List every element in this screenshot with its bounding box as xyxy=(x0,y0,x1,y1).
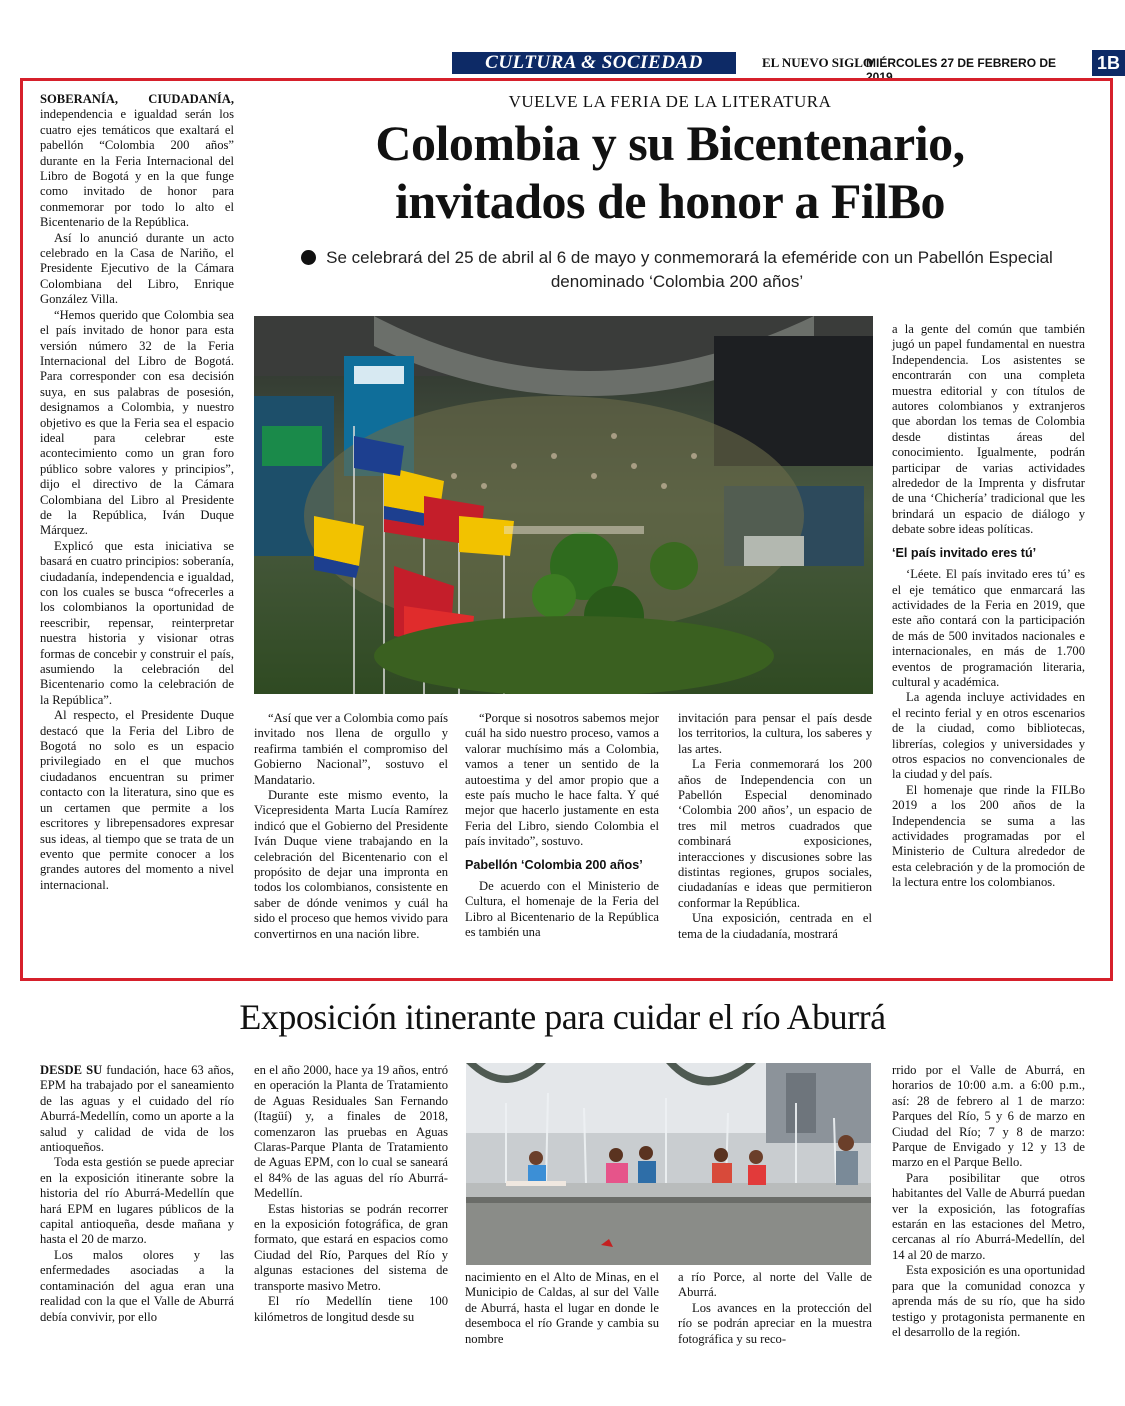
fountain-children-photo xyxy=(466,1063,871,1265)
lead-in: DESDE SU xyxy=(40,1063,103,1077)
headline-line: Colombia y su Bicentenario, xyxy=(375,115,965,171)
paragraph: De acuerdo con el Ministerio de Cultura, el homenaje de la Feria del Libro al Bicentenario de la República es también una xyxy=(465,879,659,940)
section-title: CULTURA & SOCIEDAD xyxy=(452,52,736,74)
paragraph: nacimiento en el Alto de Minas, en el Municipio de Caldas, al sur del Valle de Aburrá, hasta el lugar en donde le desemboca el río Grande y cambia su nombre xyxy=(465,1270,659,1346)
paragraph: Los malos olores y las enfermedades asociadas a la contaminación del agua eran una realidad con la que el Valle de Aburrá debía convivir, por ello xyxy=(40,1247,234,1324)
paragraph: Explicó que esta iniciativa se basará en cuatro principios: soberanía, ciudadanía, independencia e igualdad, con los cuales se busca “ofrecerles a los colombianos la oportunidad de reescribir, repensar, reinterpretar nuestra historia y visionar otras formas de concebir y construir el país, asumiendo la celebración del Bicentenario como la celebración de la República”. xyxy=(40,538,234,707)
paragraph: Durante este mismo evento, la Vicepresidenta Marta Lucía Ramírez indicó que el Gobierno del Presidente Iván Duque viene trabajando en la celebración del Bicentenario con el propósito de dejar una impronta en todos los colombianos, consistente en saber de dónde venimos y cuál ha sido el proceso que hemos vivido para convertirnos en una nación libre. xyxy=(254,788,448,941)
paragraph: Esta exposición es una oportunidad para que la comunidad conozca y aprenda más de su río, que ha sido testigo y protagonista permanente en el desarrollo de la región. xyxy=(892,1263,1085,1339)
paragraph: “Hemos querido que Colombia sea el país invitado de honor para esta versión número 32 de la Feria Internacional del Libro de Bogotá. Para corresponder con esa decisión suya, en sus palabras de posesión, designamos a Colombia, y nuestro objetivo es que la Feria sea el espacio ideal para celebrar este acontecimiento como un gran foro público sobre valores y principios”, dijo el directivo de la Cámara Colombiana del Libro al Presidente de la República, Iván Duque Márquez. xyxy=(40,307,234,538)
paragraph: Una exposición, centrada en el tema de la ciudadanía, mostrará xyxy=(678,911,872,941)
paragraph: La agenda incluye actividades en el recinto ferial y en otros escenarios de la ciudad, como bibliotecas, librerías, colegios y universidades y otros espacios no convencionales de la ciudad y del país. xyxy=(892,690,1085,782)
paragraph: Para posibilitar que otros habitantes del Valle de Aburrá puedan ver la exposición, las fotografías estarán en las estaciones del Metro, cercanas al río Aburrá-Medellín, del 14 al 20 de marzo. xyxy=(892,1170,1085,1262)
bullet-icon xyxy=(301,250,316,265)
paragraph: El homenaje que rinde la FILBo 2019 a los 200 años de la Independencia se suma a las actividades programadas por el Ministerio de Cultura alrededor de esta celebración y de la promoción de la lectura entre los colombianos. xyxy=(892,782,1085,890)
book-fair-photo xyxy=(254,316,873,694)
paragraph: Los avances en la protección del río se podrán apreciar en la muestra fotográfica y su reco- xyxy=(678,1300,872,1346)
article2-column-4 xyxy=(678,1270,872,1347)
paragraph: invitación para pensar el país desde los territorios, la cultura, los saberes y las artes. xyxy=(678,711,872,756)
article2-headline: Exposición itinerante para cuidar el río Aburrá xyxy=(239,997,886,1037)
paragraph: en el año 2000, hace ya 19 años, entró en operación la Planta de Tratamiento de Aguas Residuales San Fernando (Itagüí) y, a finales de 2018, comenzaron las pruebas en Aguas Claras-Parque Planta de Tratamiento de Aguas EPM, con lo cual se saneará el 84% de las aguas del río Aburrá-Medellín. xyxy=(254,1063,448,1201)
article1-column-5 xyxy=(892,322,1085,891)
article2-column-1 xyxy=(40,1063,234,1325)
article1-headline xyxy=(255,114,1085,230)
paragraph: Así lo anunció durante un acto celebrado en la Casa de Nariño, el Presidente Ejecutivo de la Cámara Colombiana del Libro, Enrique González Villa. xyxy=(40,230,234,307)
article1-column-4 xyxy=(678,711,872,942)
paragraph: Toda esta gestión se puede apreciar en la exposición itinerante sobre la historia del río Aburrá-Medellín que hará EPM en lugares públicos de la capital antioqueña, desde mañana y hasta el 20 de marzo. xyxy=(40,1155,234,1247)
newspaper-name: EL NUEVO SIGLO xyxy=(762,55,873,70)
article1-column-2 xyxy=(254,711,448,942)
article2-column-3 xyxy=(465,1270,659,1347)
article1-deck xyxy=(282,246,1072,294)
paragraph: El río Medellín tiene 100 kilómetros de longitud desde su xyxy=(254,1294,448,1324)
article1-column-3 xyxy=(465,711,659,941)
paragraph: fundación, hace 63 años, EPM ha trabajado por el saneamiento de las aguas y el cuidado del río Aburrá-Medellín, como un aporte a la salud y calidad de vida de los antioqueños. xyxy=(40,1063,234,1155)
paragraph: “Así que ver a Colombia como país invitado nos llena de orgullo y reafirma también el compromiso del Gobierno Nacional”, sostuvo el Mandatario. xyxy=(254,711,448,787)
lead-in: SOBERANÍA, CIUDADANÍA, xyxy=(40,92,234,106)
paragraph: Estas historias se podrán recorrer en la exposición fotográfica, de gran formato, que estará en espacios como Ciudad del Río, Parques del Río y algunas estaciones del sistema de transporte masivo Metro. xyxy=(254,1201,448,1293)
subheading: Pabellón ‘Colombia 200 años’ xyxy=(465,857,643,872)
article2-column-2 xyxy=(254,1063,448,1325)
paragraph: a río Porce, al norte del Valle de Aburrá. xyxy=(678,1270,872,1300)
paragraph: “Porque si nosotros sabemos mejor cuál ha sido nuestro proceso, vamos a valorar muchísimo más a Colombia, vamos a tener un sentido de la autoestima y del amor propio que a este país mucho le hace falta. Y qué mejor que hacerlo justamente en esta Feria del Libro, siendo Colombia el país invitado”, sostuvo. xyxy=(465,711,659,849)
fountain-children-photo-icon xyxy=(466,1063,871,1265)
article1-column-1 xyxy=(40,92,234,893)
paragraph: La Feria conmemorará los 200 años de Independencia con un Pabellón Especial denominado ‘Colombia 200 años’, un espacio de tres mil metros cuadrados que combinará exposiciones, interacciones y discusiones sobre las distintas regiones, grupos sociales, ciudadanías e ideas que permitieron conformar la República. xyxy=(678,757,872,910)
article1-kicker: VUELVE LA FERIA DE LA LITERATURA xyxy=(508,92,832,111)
paragraph: a la gente del común que también jugó un papel fundamental en nuestra Independencia. Los asistentes se encontrarán con una completa muestra editorial y con títulos de autores colombianos y extranjeros que abordan los temas de Colombia desde distintas áreas del conocimiento. Igualmente, podrán participar de varias actividades alrededor de la Imprenta y disfrutar de una ‘Chichería’ tradicional que les brindará un espacio de diálogo y debate sobre ideas políticas. xyxy=(892,322,1085,537)
deck-text: Se celebrará del 25 de abril al 6 de mayo y conmemorará la efeméride con un Pabellón Especial denominado ‘Colombia 200 años’ xyxy=(326,248,1053,291)
paragraph: ‘Léete. El país invitado eres tú’ es el eje temático que enmarcará las actividades de la Feria en 2019, que este año contará con la participación de más de 500 invitados nacionales e internacionales, en más de 1.700 eventos de programación literaria, cultural y académica. xyxy=(892,567,1085,689)
subheading: ‘El país invitado eres tú’ xyxy=(892,545,1037,560)
paragraph: Al respecto, el Presidente Duque destacó que la Feria del Libro de Bogotá no solo es un espacio privilegiado en el que muchos ciudadanos encuentran su primer contacto con la literatura, sino que es un certamen que permite a los escritores y librepensadores expresar sus ideas, al tiempo que se trata de un evento que permite conocer a los grandes autores del momento a nivel internacional. xyxy=(40,708,234,892)
article2-column-5 xyxy=(892,1063,1085,1340)
book-fair-photo-icon xyxy=(254,316,873,694)
issue-date: MIÉRCOLES 27 DE FEBRERO DE 2019 xyxy=(866,56,1057,84)
page-number: 1B xyxy=(1092,50,1125,76)
paragraph: rrido por el Valle de Aburrá, en horarios de 10:00 a.m. a 6:00 p.m., así: 28 de febrero al 1 de marzo: Parques del Río, 5 y 6 de marzo en Ciudad del Río; 7 y 8 de marzo: Parque de Envigado y 12 y 13 de marzo en el Parque Bello. xyxy=(892,1063,1085,1170)
masthead xyxy=(40,50,1120,84)
paragraph: independencia e igualdad serán los cuatro ejes temáticos que exaltará el pabellón “Colombia 200 años” durante en la Feria Internacional del Libro de Bogotá y en la que funge como invitado de honor para conmemorar por todo lo alto el Bicentenario de la República. xyxy=(40,107,234,230)
headline-line: invitados de honor a FilBo xyxy=(394,173,946,229)
